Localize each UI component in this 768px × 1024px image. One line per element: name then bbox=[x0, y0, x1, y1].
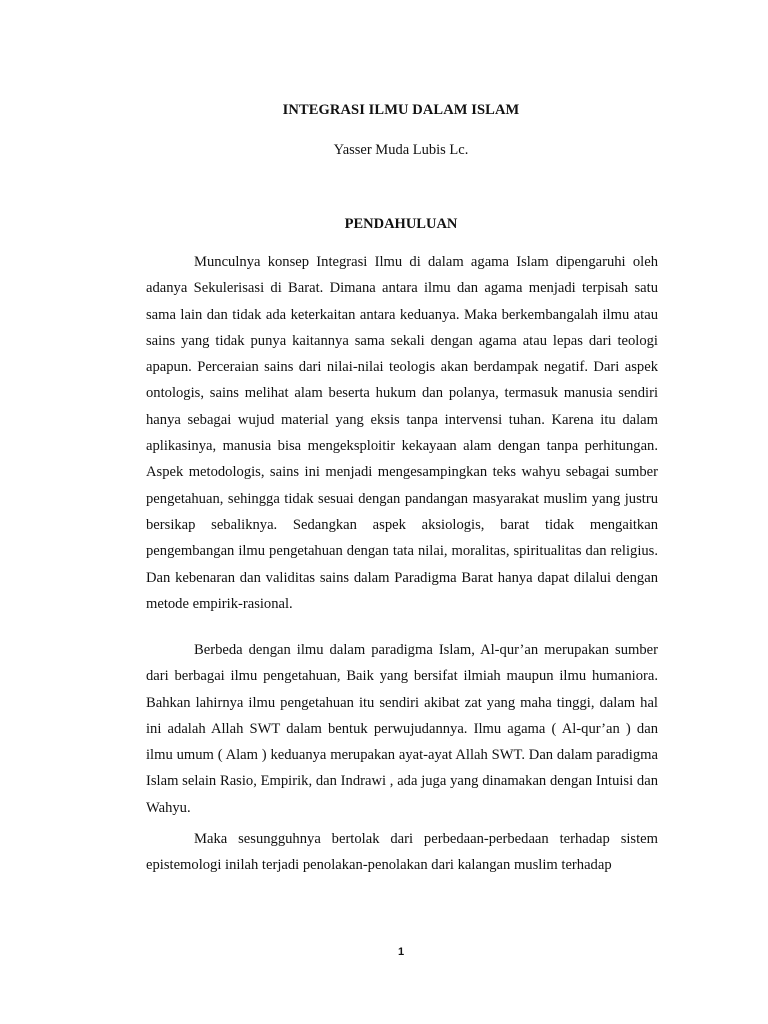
paragraph-1: Munculnya konsep Integrasi Ilmu di dalam agama Islam dipengaruhi oleh adanya Sekulerisasi di Barat. Dimana antara ilmu dan agama menjadi terpisah satu sama lain dan tidak ada keterkaitan antara keduanya. Maka berkembangalah ilmu atau sains yang tidak punya kaitannya sama sekali dengan agama atau lepas dari teologi apapun. Perceraian sains dari nilai-nilai teologis akan berdampak negatif. Dari aspek ontologis, sains melihat alam beserta hukum dan polanya, termasuk manusia sendiri hanya sebagai wujud material yang eksis tanpa intervensi tuhan. Karena itu dalam aplikasinya, manusia bisa mengeksploitir kekayaan alam dengan tanpa perhitungan. Aspek metodologis, sains ini menjadi mengesampingkan teks wahyu sebagai sumber pengetahuan, sehingga tidak sesuai dengan pandangan masyarakat muslim yang justru bersikap sebaliknya. Sedangkan aspek aksiologis, barat tidak mengaitkan pengembangan ilmu pengetahuan dengan tata nilai, moralitas, spiritualitas dan religius. Dan kebenaran dan validitas sains dalam Paradigma Barat hanya dapat dilalui dengan metode empirik-rasional. bbox=[146, 254, 658, 612]
document-title: INTEGRASI ILMU DALAM ISLAM bbox=[282, 102, 520, 118]
author-name: Yasser Muda Lubis Lc. bbox=[333, 142, 469, 158]
paragraph-2: Berbeda dengan ilmu dalam paradigma Islam, Al-qur’an merupakan sumber dari berbagai ilmu pengetahuan, Baik yang bersifat ilmiah maupun ilmu humaniora. Bahkan lahirnya ilmu pengetahuan itu sendiri akibat zat yang maha tinggi, dalam hal ini adalah Allah SWT dalam bentuk perwujudannya. Ilmu agama ( Al-qur’an ) dan ilmu umum ( Alam ) keduanya merupakan ayat-ayat Allah SWT. Dan dalam paradigma Islam selain Rasio, Empirik, dan Indrawi , ada juga yang dinamakan dengan Intuisi dan Wahyu. bbox=[146, 642, 658, 816]
page-number: 1 bbox=[397, 946, 405, 958]
paragraph-3: Maka sesungguhnya bertolak dari perbedaan-perbedaan terhadap sistem epistemologi inilah terjadi penolakan-penolakan dari kalangan muslim terhadap bbox=[146, 831, 658, 874]
section-heading: PENDAHULUAN bbox=[344, 216, 458, 232]
